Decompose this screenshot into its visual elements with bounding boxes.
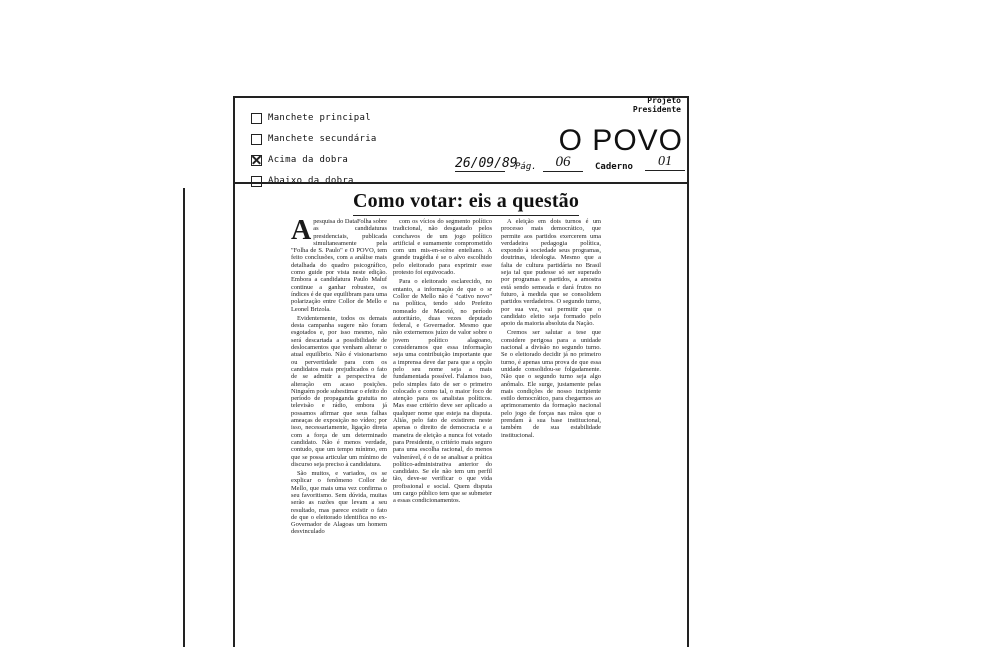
checkbox-icon: [251, 134, 262, 145]
article-paragraph: Para o eleitorado esclarecido, no entanto, a informação de que o sr Collor de Mello não é "cativo novo" na política, tendo sido Prefeito nomeado de Maceió, no período autoritário, duas vezes deputado federal, e Governador. Mesmo que não externemos juízo de valor sobre o jovem político alagoano, consideramos que essa informação seja uma contribuição importante que a imprensa deve dar para que a opção pelo seu nome seja a mais fundamentada possível. Falamos isso, pelo simples fato de ser o primeiro colocado e como tal, o maior foco de atenção para os analistas políticos. Mas esse critério deve ser aplicado a qualquer nome que esteja na disputa. Aliás, pelo fato de existirem neste apenas o direito de democracia e a maneira de eleição a nunca foi votado para Presidente, o critério mais seguro para uma escolha racional, do menos vulnerável, é o de se analisar a prática político-administrativa anterior do candidato. Se ele não tem um perfil tão, deve-se verificar o que vida profissional e social. Quem disputa um cargo público tem que se submeter a essas condicionamentos.: [393, 278, 492, 505]
option-manchete-secundaria: [251, 129, 377, 149]
article-paragraph: [291, 218, 387, 313]
article-column-3: [501, 218, 601, 494]
article-paragraph: com os vícios do segmento político tradicional, não desgastado pelos conchavos de um jogo político artificial e sumamente comprometido com um mis-en-scène enteliano. A grande tragédia é se o alvo escolhido pelo eleitorado para exprimir esse protesto foi equivocado.: [393, 218, 492, 277]
newspaper-name: O POVO: [558, 124, 683, 157]
dateline: [455, 154, 687, 178]
section-value: 01: [645, 154, 685, 171]
article-paragraph: A eleição em dois turnos é um processo mais democrático, que permite aos partidos exercerem uma verdadeira pedagogia política, expondo à sociedade seus programas, doutrinas, ideologia. Mesmo que a falta de cultura partidária no Brasil seja tal que pudesse só ser superado por programas e partidos, a amostra está sendo semeada e dará frutos no futuro, à medida que se consolidem partidos verdadeiros. O segundo turno, por sua vez, vai permitir que o candidato eleito seja formado pelo apoio da maioria absoluta da Nação.: [501, 218, 601, 328]
presidente-text: Presidente: [632, 105, 681, 114]
page-value: 06: [543, 154, 583, 172]
article-clipping: [233, 182, 689, 647]
article-headline: Como votar: eis a questão: [353, 190, 579, 216]
article-column-2: [393, 218, 492, 636]
article-paragraph: Cremos ser salutar a tese que considere perigosa para a unidade nacional a divisão no segundo turno. Se o eleitorado decidir já no primeiro turno, é apenas uma prova de que essa unidade consolidou-se folgadamente. Não que o segundo turno seja algo anômalo. Ele surge, justamente pelas mais condições de nosso incipiente estilo democrático, para chegarmos ao aprimoramento da formação nacional pelo jogo de forças nas mãos que o prendam à sua base institucional, também de sua estabilidade institucional.: [501, 329, 601, 439]
article-column-1: [291, 218, 387, 636]
option-label: Manchete secundária: [268, 134, 377, 144]
clipping-date: 26/09/89: [455, 156, 518, 171]
option-manchete-principal: [251, 108, 377, 128]
scan-edge-line: [183, 188, 185, 647]
option-label: Acima da dobra: [268, 155, 349, 165]
project-label: [633, 96, 681, 114]
page-label: Pág.: [515, 162, 537, 172]
projeto-text: Projeto: [647, 96, 681, 105]
clipping-header-form: [233, 96, 689, 184]
paragraph-text: pesquisa do DataFolha sobre as candidaturas presidenciais, publicada simultaneamente pela "Folha de S. Paulo" e O POVO, tem feito conclusões, com a análise mais detalhada do quadro psicográfico, como guide por vista neste edição. Embora a candidatura Paulo Maluf continue a ganhar robustez, os índices é de que equilibram para uma polarização entre Collor de Mello e Leonel Brizola.: [291, 218, 387, 313]
article-paragraph: Evidentemente, todos os demais desta campanha sugere não foram esgotados e, por isso mesmo, não será descartada a possibilidade de deslocamentos que venham alterar o atual equilíbrio. Não é visionarismo ou pervertidade para com os candidatos mais prejudicados o fato de se admitir a perspectiva de alteração em acaso posições. Ninguém pode subestimar o efeito do período de propaganda gratuita no televisão e rádio, embora já possamos afirmar que seus falhas ameaças de exposição no vídeo; por isso, necessariamente, ligação direta com a força de um determinado candidato. Não é menos verdade, contudo, que um tempo mínimo, em que se possa articular um mínimo de discurso seja preciso à candidatura.: [291, 314, 387, 468]
drop-cap: A: [291, 218, 312, 246]
option-acima-da-dobra: [251, 150, 377, 170]
placement-checklist: [251, 108, 377, 192]
section-label: Caderno: [595, 162, 633, 172]
checked-box-icon: [251, 155, 262, 166]
option-label: Manchete principal: [268, 113, 371, 123]
checkbox-icon: [251, 113, 262, 124]
article-paragraph: São muitos, e variados, os se explicar o fenômeno Collor de Mello, que mais uma vez confirma o seu favoritismo. Sem dúvida, muitas serão as razões que levam a seu resultado, mas parece existir o fato de que o eleitorado identifica no ex-Governador de Alagoas um homem desvinculado: [291, 470, 387, 536]
option-label: Abaixo da dobra: [268, 176, 354, 186]
